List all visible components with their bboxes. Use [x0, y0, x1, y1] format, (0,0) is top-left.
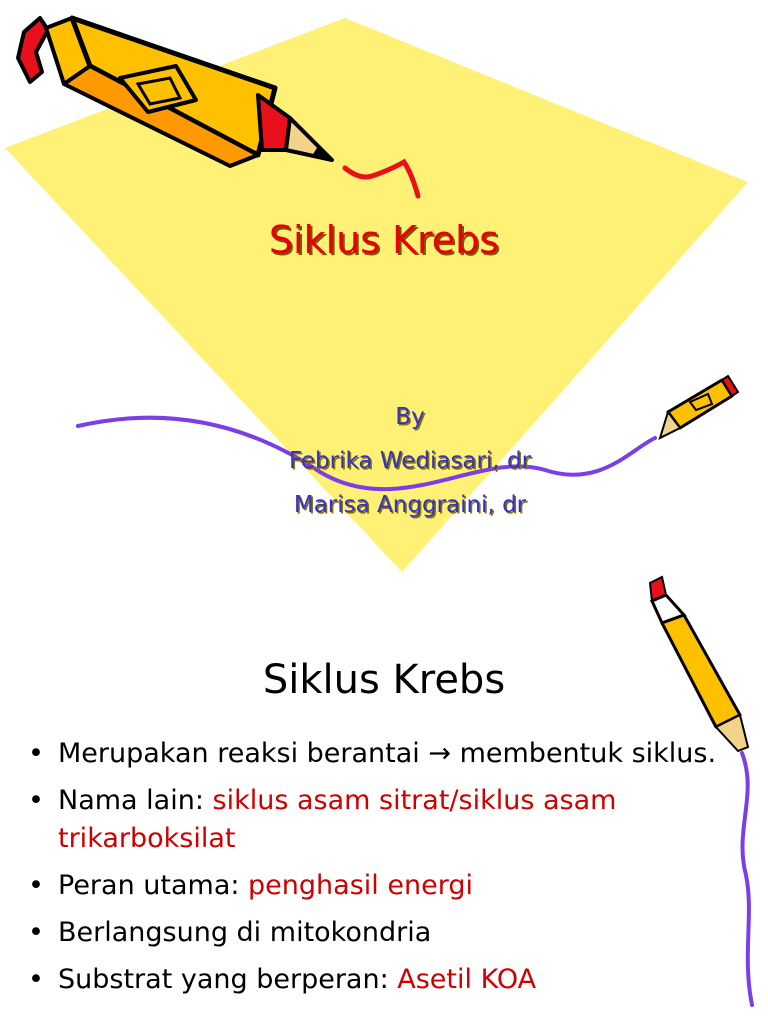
author-1: Febrika Wediasari, dr: [288, 448, 532, 474]
arrow-icon: →: [428, 738, 452, 769]
bullet-dot: •: [28, 738, 44, 769]
highlight-text: Asetil KOA: [397, 964, 537, 995]
bullet-dot: •: [28, 964, 44, 995]
slide-title: Siklus Krebs: [268, 218, 500, 262]
author-2: Marisa Anggraini, dr: [293, 492, 527, 518]
slide-title: Siklus Krebs: [262, 657, 506, 703]
highlight-text: penghasil energi: [248, 870, 473, 901]
bullet-dot: •: [28, 785, 44, 816]
bullet-dot: •: [28, 917, 44, 948]
highlight-text: siklus asam sitrat/siklus asam trikarboksilat: [58, 785, 617, 854]
purple-squiggle: [742, 753, 752, 1005]
byline-by: By: [395, 404, 425, 430]
bullet-item: • Merupakan reaksi berantai → membentuk siklus.: [28, 735, 718, 773]
bullet-list: [28, 735, 718, 1008]
content-slide: [0, 575, 768, 1024]
bullet-item: • Nama lain: siklus asam sitrat/siklus asam trikarboksilat: [28, 782, 718, 858]
bullet-item: • Berlangsung di mitokondria: [28, 914, 718, 952]
bullet-item: • Peran utama: penghasil energi: [28, 867, 718, 905]
bullet-item: • Substrat yang berperan: Asetil KOA: [28, 961, 718, 999]
bullet-dot: •: [28, 870, 44, 901]
